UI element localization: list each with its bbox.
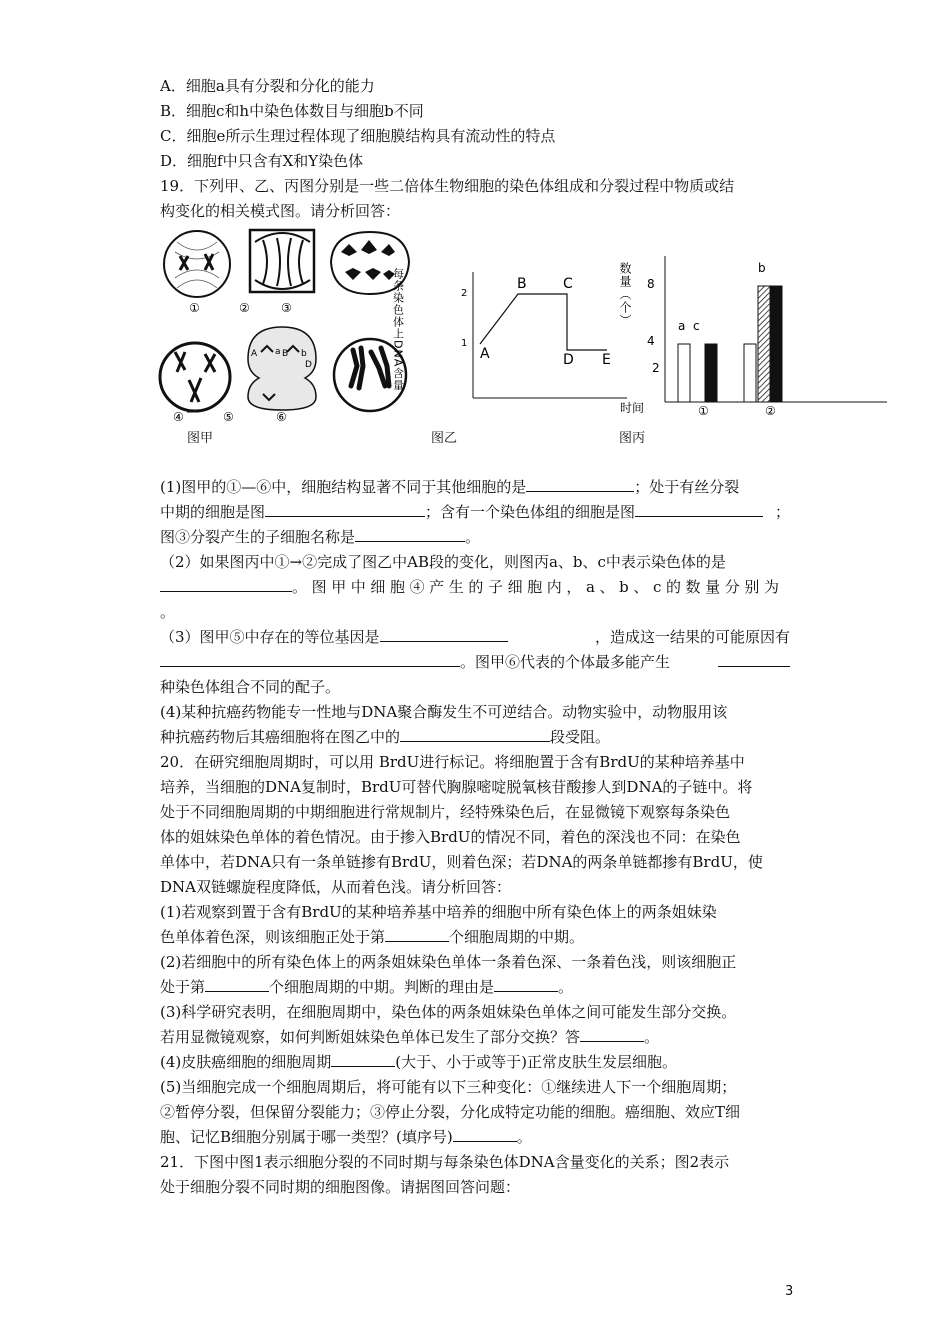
- label-5: ⑤: [223, 410, 234, 424]
- q20-s3-line2: [160, 1027, 659, 1047]
- q19-p1-line2: [160, 502, 790, 522]
- yi-tick-2: 2: [461, 288, 468, 299]
- text: 个细胞周期的中期。判断的理由是: [269, 978, 495, 996]
- yi-point-b: B: [517, 276, 527, 292]
- answer-blank[interactable]: [385, 927, 449, 942]
- answer-blank[interactable]: [635, 502, 763, 517]
- q20-s5-line3: [160, 1127, 532, 1147]
- cell-2-3-drawing: [250, 230, 314, 292]
- yi-point-e: E: [602, 352, 611, 368]
- cell-4-5-drawing: [160, 343, 230, 411]
- caption-jia: 图甲: [187, 431, 214, 446]
- text: 段受阻。: [550, 728, 611, 746]
- bing-letter-c: c: [693, 319, 700, 333]
- q19-p1-line3: [160, 527, 480, 547]
- bing-tick-8: 8: [647, 277, 655, 291]
- answer-blank[interactable]: [331, 1052, 395, 1067]
- yi-xlabel: 时间: [620, 401, 645, 415]
- text: 图③分裂产生的子细胞名称是: [160, 528, 356, 546]
- text: ；含有一个染色体组的细胞是图: [425, 503, 636, 521]
- answer-blank[interactable]: [718, 652, 790, 667]
- gene-label: a: [275, 347, 281, 357]
- q20-line6: DNA双链螺旋程度降低，从而着色浅。请分析回答：: [160, 878, 511, 896]
- caption-bing: 图丙: [619, 431, 646, 446]
- answer-blank[interactable]: [494, 977, 558, 992]
- answer-blank[interactable]: [160, 577, 292, 592]
- option-b: B．细胞c和h中染色体数目与细胞b不同: [160, 102, 424, 120]
- bing-group-2: ②: [765, 404, 776, 418]
- answer-blank[interactable]: [453, 1127, 517, 1142]
- q19-p2-line3: 。: [160, 603, 176, 621]
- yi-point-a: A: [480, 346, 490, 362]
- q20-s2-line2: [160, 977, 573, 997]
- yi-ylabel: 每条染色体上DNA含量: [391, 268, 405, 392]
- answer-blank[interactable]: [400, 727, 550, 742]
- q21-line2: 处于细胞分裂不同时期的细胞图像。请据图回答问题：: [160, 1178, 521, 1196]
- bing-letter-a: a: [678, 319, 686, 333]
- option-d: D．细胞f中只含有X和Y染色体: [160, 152, 364, 170]
- bing-tick-2: 2: [652, 361, 660, 375]
- q20-line2: 培养，当细胞的DNA复制时，BrdU可替代胸腺嘧啶脱氧核苷酸掺人到DNA的子链中。将: [160, 778, 753, 796]
- q19-p3-line2: [160, 652, 790, 672]
- answer-blank[interactable]: [205, 977, 269, 992]
- gene-label: B: [282, 349, 289, 359]
- text: 中期的细胞是图: [160, 503, 266, 521]
- label-2: ②: [239, 301, 250, 315]
- option-c: C．细胞e所示生理过程体现了细胞膜结构具有流动性的特点: [160, 127, 556, 145]
- answer-blank[interactable]: [265, 502, 425, 517]
- q19-stem-1: 19．下列甲、乙、丙图分别是一些二倍体生物细胞的染色体组成和分裂过程中物质或结: [160, 177, 735, 195]
- bing-group-1: ①: [698, 404, 709, 418]
- text: 。: [558, 978, 574, 996]
- gene-label: A: [251, 349, 258, 359]
- q19-p2-line1: （2）如果图丙中①→②完成了图乙中AB段的变化，则图丙a、b、c中表示染色体的是: [160, 553, 726, 571]
- text: (1)图甲的①—⑥中，细胞结构显著不同于其他细胞的是: [160, 478, 527, 496]
- text: 个细胞周期的中期。: [449, 928, 585, 946]
- bing-letter-b: b: [758, 261, 766, 275]
- text: 胞、记忆B细胞分别属于哪一类型？(填序号): [160, 1128, 453, 1146]
- text: 。: [516, 1128, 532, 1146]
- bing-tick-4: 4: [647, 334, 655, 348]
- yi-tick-1: 1: [461, 338, 468, 349]
- label-3: ③: [281, 301, 292, 315]
- q20-line4: 体的姐妹染色单体的着色情况。由于掺入BrdU的情况不同，着色的深浅也不同：在染色: [160, 828, 741, 846]
- q20-s5-line1: (5)当细胞完成一个细胞周期后，将可能有以下三种变化：①继续进人下一个细胞周期；: [160, 1078, 737, 1096]
- q20-s1-line1: (1)若观察到置于含有BrdU的某种培养基中培养的细胞中所有染色体上的两条姐妹染: [160, 903, 717, 921]
- text: ，造成这一结果的可能原因有: [594, 628, 790, 646]
- q20-line3: 处于不同细胞周期的中期细胞进行常规制片，经特殊染色后，在显微镜下观察每条染色: [160, 803, 731, 821]
- answer-blank[interactable]: [160, 652, 460, 667]
- text: 。: [465, 528, 481, 546]
- text: 处于第: [160, 978, 206, 996]
- q20-line1: 20．在研究细胞周期时，可以用 BrdU进行标记。将细胞置于含有BrdU的某种培养基中: [160, 753, 745, 771]
- q19-p2-line2: [160, 577, 784, 597]
- figure-svg: [155, 222, 895, 448]
- q21-line1: 21．下图中图1表示细胞分裂的不同时期与每条染色体DNA含量变化的关系；图2表示: [160, 1153, 730, 1171]
- text: 种抗癌药物后其癌细胞将在图乙中的: [160, 728, 401, 746]
- gene-label: b: [301, 349, 307, 359]
- q19-p3-line3: 种染色体组合不同的配子。: [160, 678, 341, 696]
- q20-s4-line1: [160, 1052, 677, 1072]
- text: ；: [774, 503, 790, 521]
- answer-blank[interactable]: [526, 477, 634, 492]
- text: (大于、小于或等于)正常皮肤生发层细胞。: [395, 1053, 677, 1071]
- q20-s1-line2: [160, 927, 584, 947]
- text: 色单体着色深，则该细胞正处于第: [160, 928, 386, 946]
- q19-p1-line1: [160, 477, 739, 497]
- q20-s2-line1: (2)若细胞中的所有染色体上的两条姐妹染色单体一条着色深、一条着色浅，则该细胞正: [160, 953, 737, 971]
- label-1: ①: [189, 301, 200, 315]
- text: (4)皮肤癌细胞的细胞周期: [160, 1053, 332, 1071]
- bing-ylabel: 数量（个）: [618, 262, 632, 327]
- caption-yi: 图乙: [431, 431, 458, 446]
- q20-s3-line1: (3)科学研究表明，在细胞周期中，染色体的两条姐妹染色单体之间可能发生部分交换。: [160, 1003, 737, 1021]
- answer-blank[interactable]: [580, 1027, 644, 1042]
- q20-s5-line2: ②暂停分裂，但保留分裂能力；③停止分裂，分化成特定功能的细胞。癌细胞、效应T细: [160, 1103, 741, 1121]
- yi-point-d: D: [563, 352, 574, 368]
- option-a: A．细胞a具有分裂和分化的能力: [160, 77, 375, 95]
- answer-blank[interactable]: [380, 627, 508, 642]
- text: 。: [644, 1028, 660, 1046]
- text: ；处于有丝分裂: [634, 478, 740, 496]
- yi-curve: [480, 294, 607, 350]
- yi-point-c: C: [563, 276, 573, 292]
- text: （3）图甲⑤中存在的等位基因是: [160, 628, 380, 646]
- q19-p4-line2: [160, 727, 610, 747]
- q19-stem-2: 构变化的相关模式图。请分析回答：: [160, 202, 401, 220]
- q19-p4-line1: (4)某种抗癌药物能专一性地与DNA聚合酶发生不可逆结合。动物实验中，动物服用该: [160, 703, 728, 721]
- gene-label: D: [305, 360, 312, 370]
- label-6: ⑥: [276, 410, 287, 424]
- q19-figure: [155, 222, 895, 448]
- answer-blank[interactable]: [355, 527, 465, 542]
- q19-p3-line1: [160, 627, 790, 647]
- text: 。图甲中细胞④产生的子细胞内，a、b、c的数量分别为: [292, 578, 784, 596]
- cell-1-drawing: [164, 231, 230, 297]
- page-number: 3: [785, 1284, 794, 1299]
- label-4: ④: [173, 410, 184, 424]
- text: 若用显微镜观察，如何判断姐妹染色单体已发生了部分交换？答: [160, 1028, 581, 1046]
- text: 。图甲⑥代表的个体最多能产生: [460, 653, 671, 671]
- q20-line5: 单体中，若DNA只有一条单链掺有BrdU，则着色深；若DNA的两条单链都掺有BrdU，使: [160, 853, 763, 871]
